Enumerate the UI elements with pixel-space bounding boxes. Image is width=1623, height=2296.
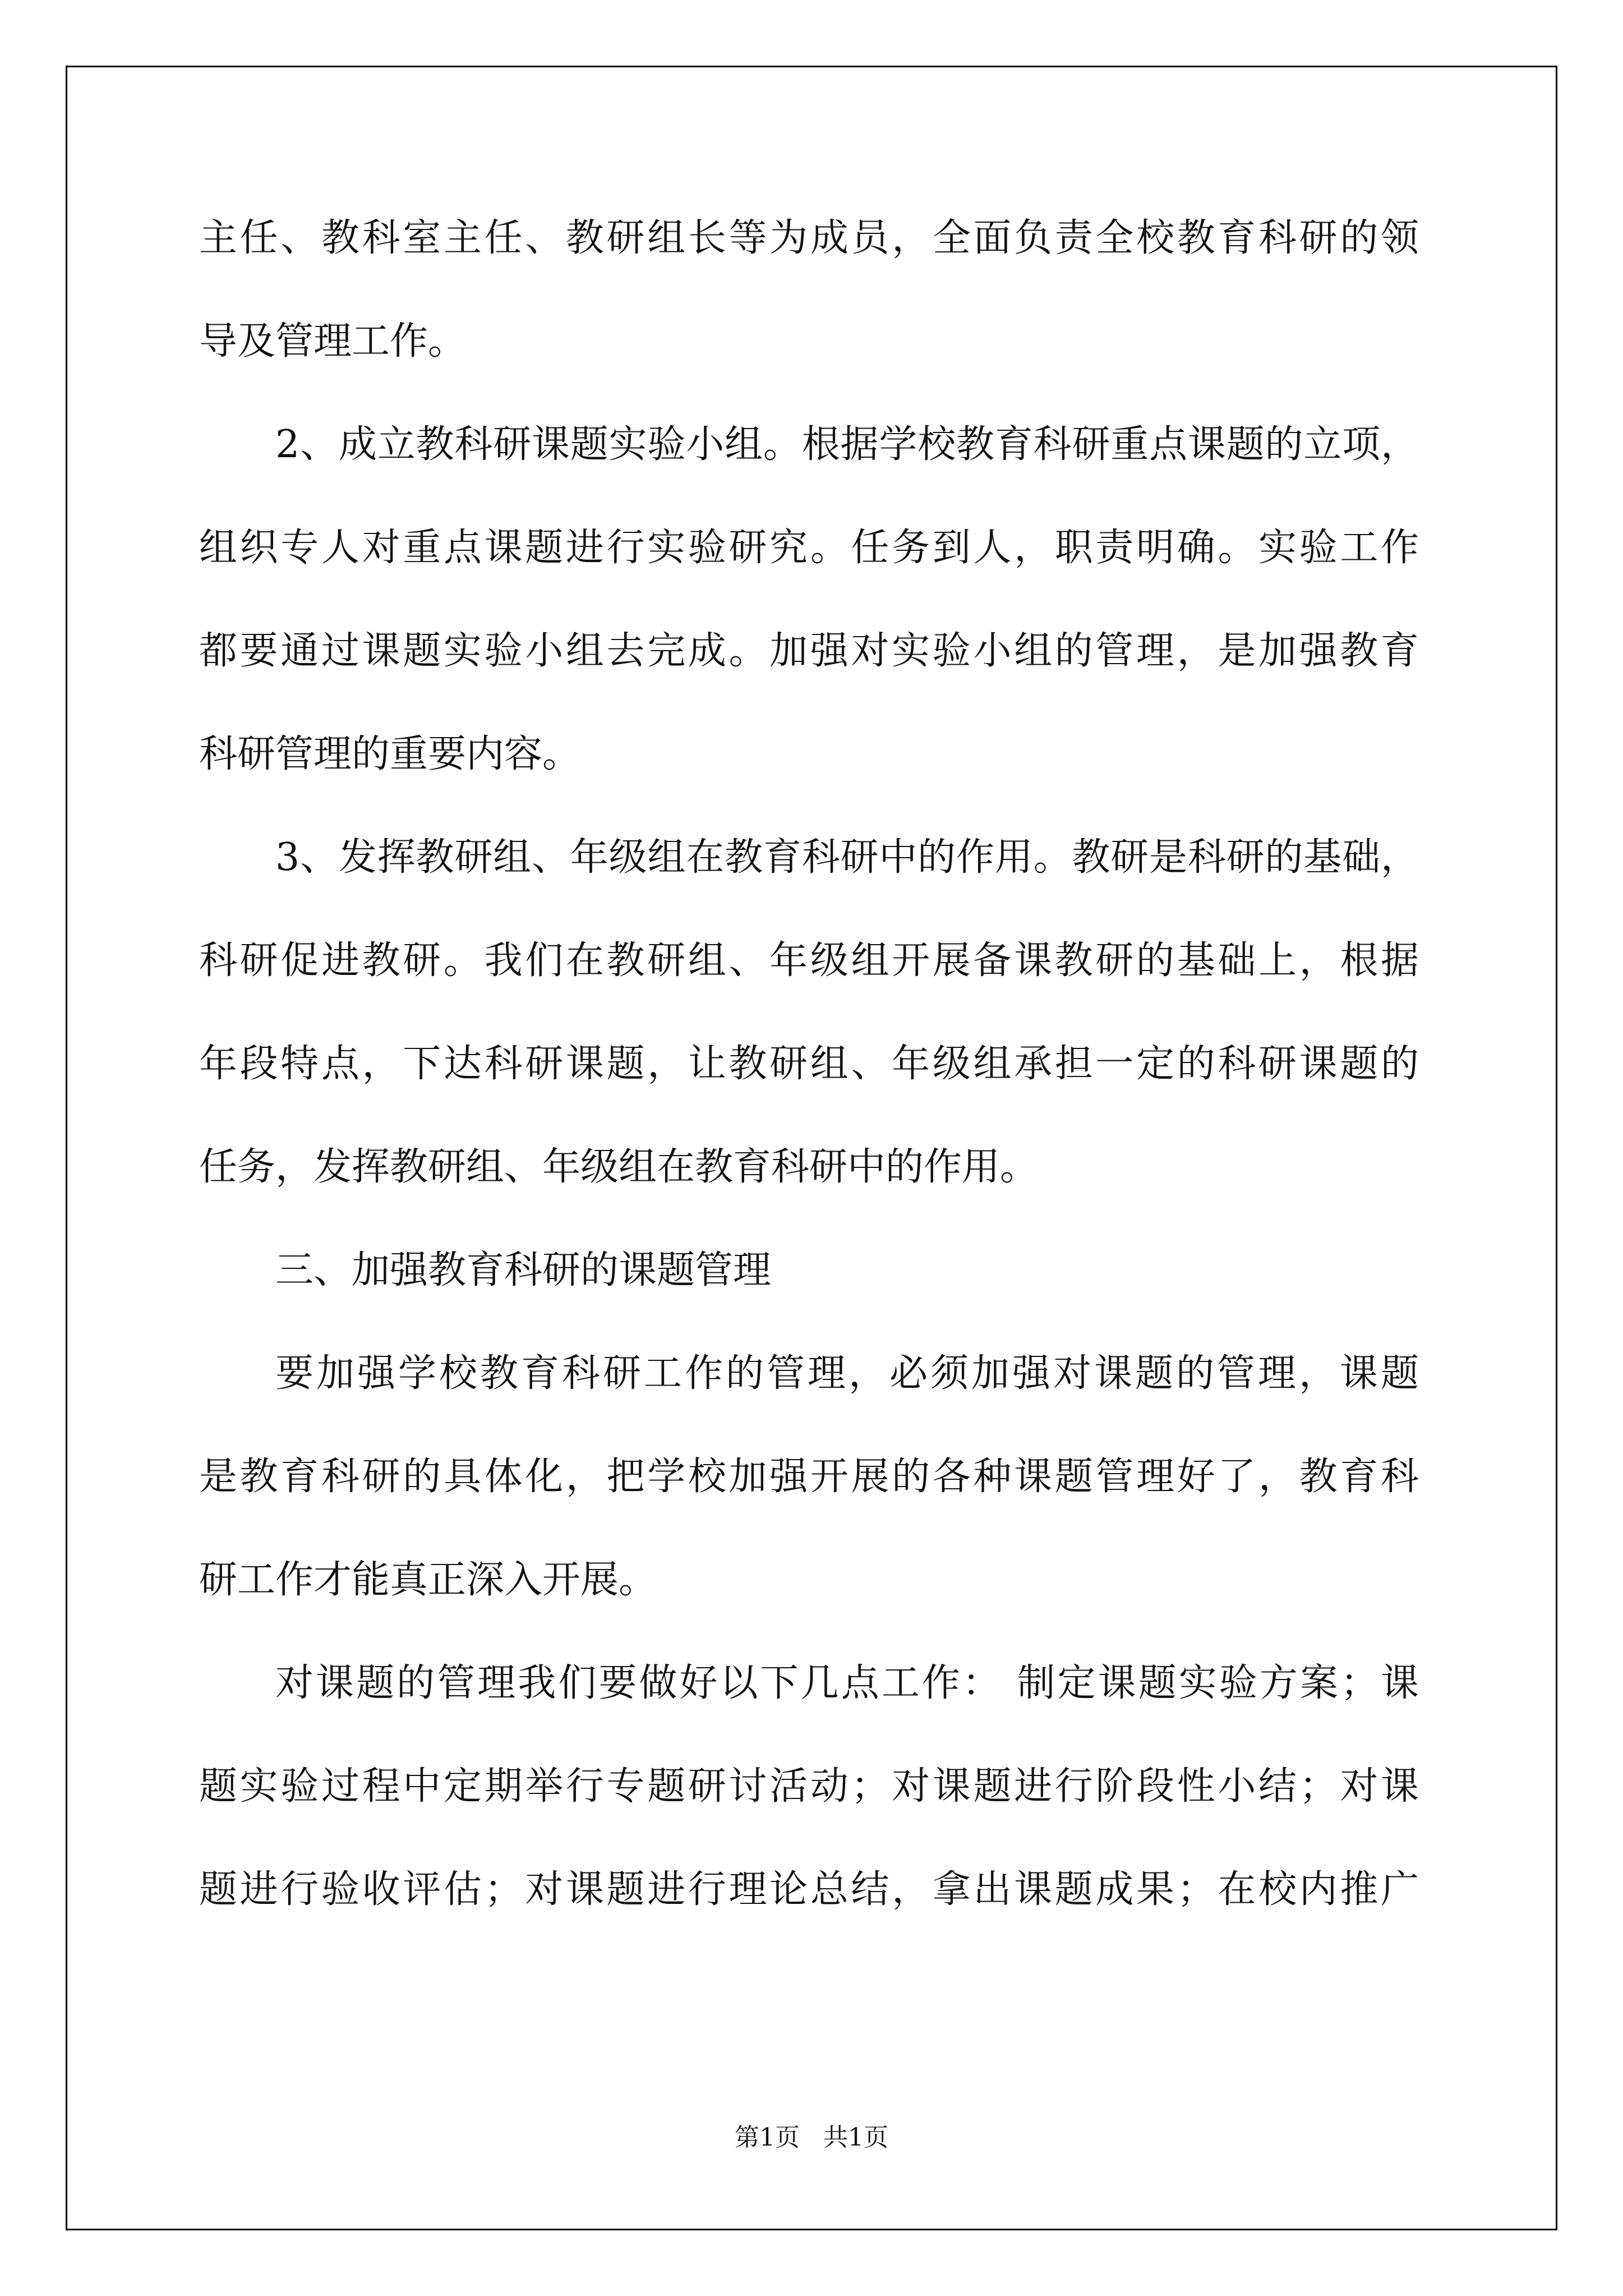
- text-line: 年段特点，下达科研课题，让教研组、年级组承担一定的科研课题的: [199, 1042, 1419, 1086]
- text-line: 研工作才能真正深入开展。: [199, 1558, 657, 1602]
- text-line: 组织专人对重点课题进行实验研究。任务到人，职责明确。实验工作: [199, 526, 1419, 570]
- text-line: 是教育科研的具体化，把学校加强开展的各种课题管理好了，教育科: [199, 1455, 1419, 1499]
- text-line: 科研管理的重要内容。: [199, 732, 581, 776]
- text-line: 主任、教科室主任、教研组长等为成员，全面负责全校教育科研的领: [199, 216, 1419, 260]
- text-line: 科研促进教研。我们在教研组、年级组开展备课教研的基础上，根据: [199, 938, 1419, 983]
- text-line: 任务，发挥教研组、年级组在教育科研中的作用。: [199, 1145, 1039, 1189]
- text-line: 对课题的管理我们要做好以下几点工作： 制定课题实验方案；课: [275, 1661, 1419, 1705]
- section-heading: 三、加强教育科研的课题管理: [275, 1248, 772, 1292]
- text-line: 导及管理工作。: [199, 319, 467, 364]
- document-body: [199, 210, 1419, 1965]
- text-line: 都要通过课题实验小组去完成。加强对实验小组的管理，是加强教育: [199, 629, 1419, 673]
- text-line: 题实验过程中定期举行专题研讨活动；对课题进行阶段性小结；对课: [199, 1764, 1419, 1809]
- text-line: 要加强学校教育科研工作的管理，必须加强对课题的管理，课题: [275, 1351, 1419, 1396]
- page-footer: 第1页 共1页: [735, 2123, 888, 2152]
- text-line: 3、发挥教研组、年级组在教育科研中的作用。教研是科研的基础，: [275, 835, 1419, 880]
- text-line: 题进行验收评估；对课题进行理论总结，拿出课题成果；在校内推广: [199, 1867, 1419, 1912]
- text-line: 2、成立教科研课题实验小组。根据学校教育科研重点课题的立项，: [275, 422, 1419, 467]
